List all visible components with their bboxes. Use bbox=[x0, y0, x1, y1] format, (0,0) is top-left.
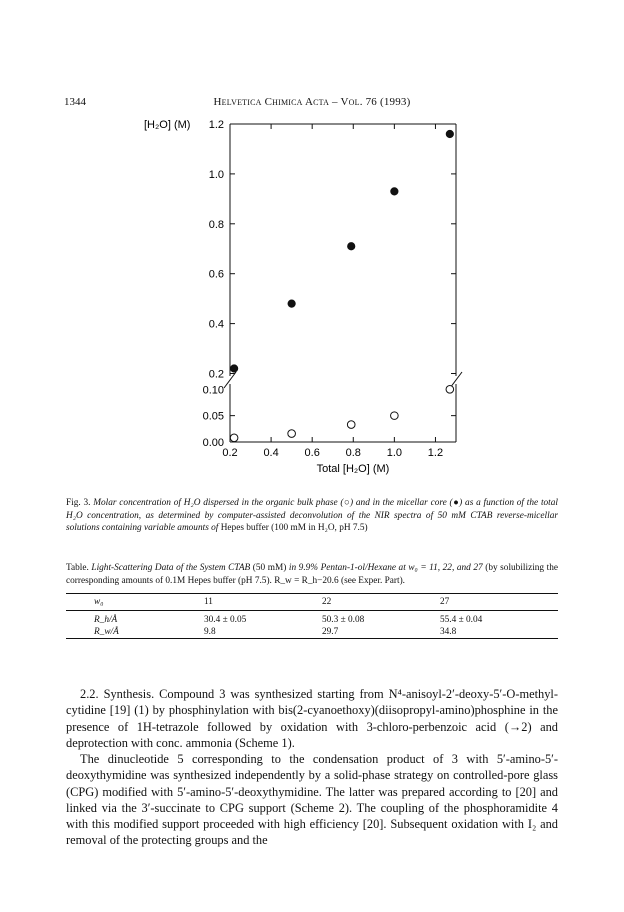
body-paragraph-dinucleotide: The dinucleotide 5 corresponding to the condensation product of 3 with 5′-amino-5′-deoxythymidine was synthesized independently by a solid-phase strategy on controlled-pore glass (CPG) modified with 5′-amino-5′-deoxythymidine. The latter was prepared according to [20] and linked via the 3′-succinate to CPG support (Scheme 2). The coupling of the phosphoramidite 4 with this modified support proceeded with high efficiency [20]. Subsequent oxidation with I₂ and removal of the protecting groups and the bbox=[66, 752, 558, 848]
figure-caption-text: Molar concentration of H₂O dispersed in the organic bulk phase (○) and in the micellar core (●) as a function of the total H₂O concentration, as determined by computer-assisted deconvolution of the NIR spectra of 50 mM CTAB reverse-micellar solutions containing variable amounts of bbox=[66, 498, 558, 534]
y-tick-label: 1.2 bbox=[208, 119, 224, 131]
table-caption bbox=[66, 562, 558, 587]
bulk-phase-point bbox=[347, 421, 355, 429]
bulk-phase-point bbox=[446, 385, 454, 393]
figure-caption bbox=[66, 497, 558, 535]
y-tick-label: 0.2 bbox=[208, 368, 224, 381]
x-tick-label: 1.0 bbox=[386, 447, 403, 459]
bulk-phase-point bbox=[288, 430, 296, 438]
micellar-core-point bbox=[231, 365, 238, 372]
y-tick-label: 0.6 bbox=[208, 268, 224, 281]
table-cell: R_w/Å bbox=[66, 626, 204, 639]
table-cell: 55.4 ± 0.04 bbox=[440, 615, 483, 625]
bulk-phase-point bbox=[391, 412, 399, 420]
table-label: Table. bbox=[66, 563, 89, 573]
table-caption-rest: (by solubilizing the corresponding amounts of 0.1M Hepes buffer (pH 7.5). R_w = R_h−20.6 (see Exper. Part). bbox=[66, 563, 558, 586]
table-cell: 50.3 ± 0.08 bbox=[322, 615, 365, 625]
y-tick-label: 0.00 bbox=[202, 437, 224, 449]
x-tick-label: 0.6 bbox=[304, 447, 320, 459]
table-header-cell: 11 bbox=[204, 594, 322, 611]
table-header-cell: w₀ bbox=[66, 594, 204, 611]
chart-ticks bbox=[203, 119, 456, 459]
table-cell: 9.8 bbox=[204, 626, 322, 639]
figure-label: Fig. 3. bbox=[66, 498, 91, 508]
table-row bbox=[66, 611, 558, 627]
y-tick-label: 0.10 bbox=[202, 384, 224, 397]
micellar-core-point bbox=[391, 188, 398, 195]
x-axis-label: Total [H₂O] (M) bbox=[316, 463, 390, 475]
x-tick-label: 0.8 bbox=[345, 447, 361, 459]
table-cell: 29.7 bbox=[322, 626, 440, 639]
table-caption-mid: (50 mM) bbox=[252, 563, 287, 573]
body-paragraph-synthesis: 2.2. Synthesis. Compound 3 was synthesized starting from N⁴-anisoyl-2′-deoxy-5′-O-methyl-cytidine [19] (1) by phosphinylation with bis(2-cyanoethoxy)(diisopropyl-amino)phosphine in the presence of 1H-tetrazole followed by oxidation with 3-chloro-perbenzoic acid (→2) and deprotection with conc. ammonia (Scheme 1). bbox=[66, 687, 558, 750]
micellar-core-point bbox=[288, 300, 295, 307]
table-caption-italic2: in 9.9% Pentan-1-ol/Hexane at w₀ = 11, 22, and 27 bbox=[288, 563, 483, 573]
table-header-row bbox=[66, 594, 558, 611]
chart-frame bbox=[224, 124, 462, 442]
scatter-chart bbox=[140, 114, 480, 484]
micellar-core-point bbox=[446, 130, 453, 137]
table-header-cell: 22 bbox=[322, 594, 440, 611]
micellar-core-point bbox=[348, 243, 355, 250]
table-row bbox=[66, 626, 558, 639]
table-caption-italic: Light-Scattering Data of the System CTAB bbox=[91, 563, 251, 573]
table-cell: 34.8 bbox=[440, 626, 558, 639]
chart-points bbox=[230, 130, 453, 441]
light-scattering-table bbox=[66, 593, 558, 639]
y-tick-label: 0.05 bbox=[202, 410, 224, 423]
y-tick-label: 1.0 bbox=[208, 168, 224, 181]
x-tick-label: 0.2 bbox=[222, 447, 238, 459]
y-axis-label: [H₂O] (M) bbox=[144, 119, 191, 131]
x-tick-label: 0.4 bbox=[263, 447, 279, 459]
page-number: 1344 bbox=[64, 96, 86, 108]
table-cell: 30.4 ± 0.05 bbox=[204, 615, 247, 625]
running-head: Helvetica Chimica Acta – Vol. 76 (1993) bbox=[213, 96, 411, 108]
table-header-cell: 27 bbox=[440, 594, 558, 611]
x-tick-label: 1.2 bbox=[427, 447, 444, 459]
bulk-phase-point bbox=[230, 434, 238, 442]
table-cell: R_h/Å bbox=[94, 615, 118, 625]
y-tick-label: 0.8 bbox=[208, 218, 224, 231]
y-tick-label: 0.4 bbox=[208, 318, 224, 331]
figure-caption-tail: Hepes buffer (100 mM in H₂O, pH 7.5) bbox=[220, 523, 368, 534]
